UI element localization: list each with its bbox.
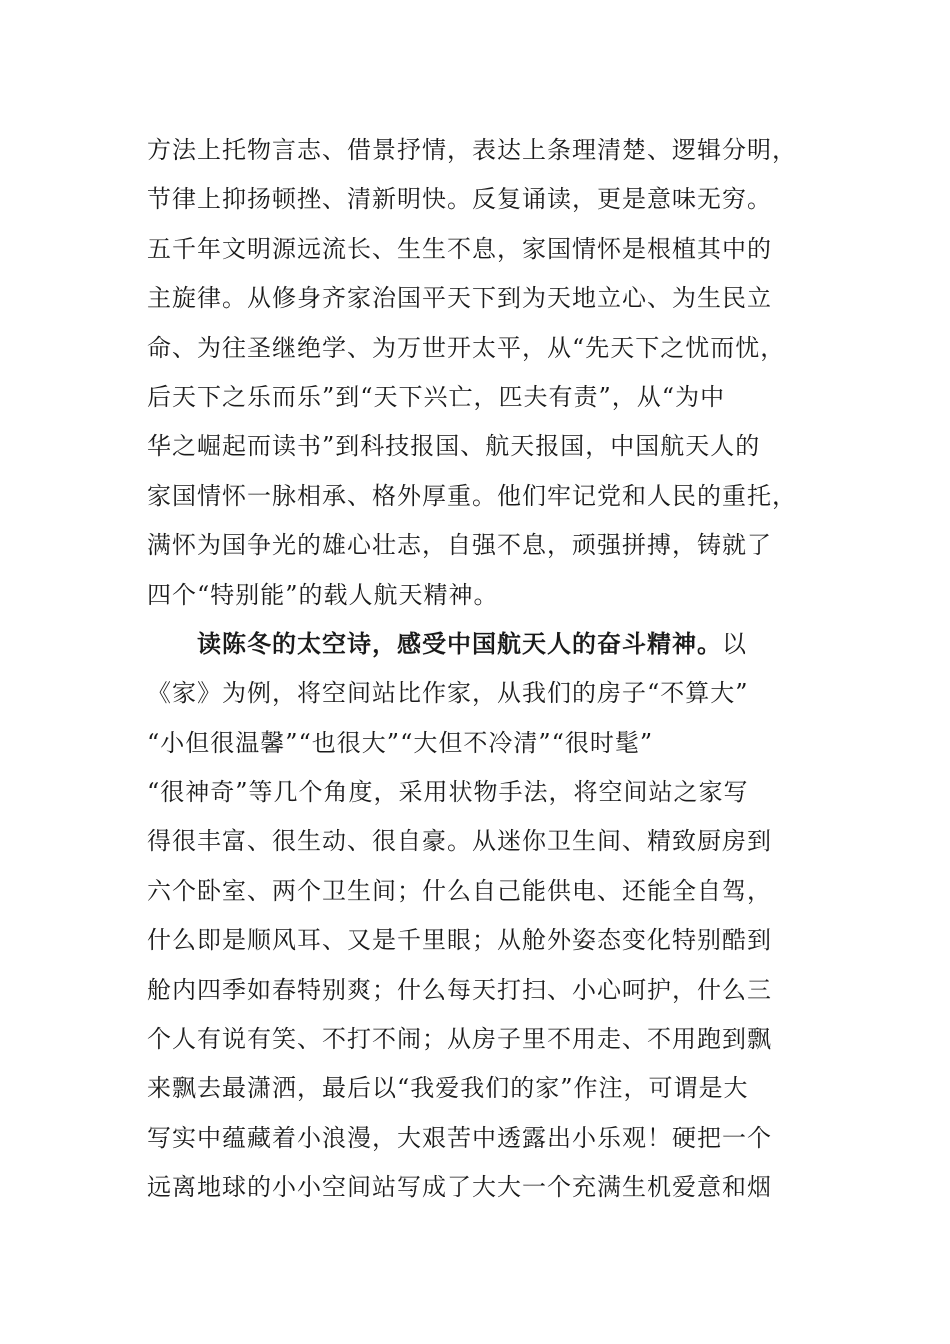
text-line: 写实中蕴藏着小浪漫，大艰苦中透露出小乐观！硬把一个 — [147, 1123, 772, 1152]
text-line: 华之崛起而读书”到科技报国、航天报国，中国航天人的 — [147, 432, 761, 461]
text-line: 方法上托物言志、借景抒情，表达上条理清楚、逻辑分明， — [147, 136, 797, 164]
text-line: 来飘去最潇洒，最后以“我爱我们的家”作注，可谓是大 — [147, 1074, 749, 1103]
text-line: “小但很温馨”“也很大”“大但不冷清”“很时髦” — [147, 728, 654, 757]
text-line: 命、为往圣继绝学、为万世开太平，从“先天下之忧而忧， — [147, 333, 786, 362]
text-line: 得很丰富、很生动、很自豪。从迷你卫生间、精致厨房到 — [147, 827, 772, 856]
text-line: 个人有说有笑、不打不闹；从房子里不用走、不用跑到飘 — [147, 1025, 772, 1054]
text-line: 家国情怀一脉相承、格外厚重。他们牢记党和人民的重托， — [147, 481, 797, 510]
text-line: 舱内四季如春特别爽；什么每天打扫、小心呵护，什么三 — [147, 975, 772, 1004]
paragraph-heading: 读陈冬的太空诗，感受中国航天人的奋斗精神。 — [197, 629, 722, 658]
text-line: 六个卧室、两个卫生间；什么自己能供电、还能全自驾， — [147, 876, 772, 905]
paragraph-heading-line — [147, 620, 807, 669]
text-line: 满怀为国争光的雄心壮志，自强不息，顽强拼搏，铸就了 — [147, 531, 772, 560]
heading-line-rest: 以 — [722, 629, 747, 658]
text-line: 《家》为例，将空间站比作家，从我们的房子“不算大” — [147, 679, 749, 708]
text-line: 后天下之乐而乐”到“天下兴亡，匹夫有责”，从“为中 — [147, 382, 726, 411]
text-line: 五千年文明源远流长、生生不息，家国情怀是根植其中的 — [147, 234, 772, 263]
body-text — [147, 126, 807, 1213]
text-line: 远离地球的小小空间站写成了大大一个充满生机爱意和烟 — [147, 1173, 772, 1202]
text-line: 四个“特别能”的载人航天精神。 — [147, 580, 499, 609]
text-line: “很神奇”等几个角度，采用状物手法，将空间站之家写 — [147, 778, 749, 807]
text-line: 节律上抑扬顿挫、清新明快。反复诵读，更是意味无穷。 — [147, 185, 772, 214]
text-line: 主旋律。从修身齐家治国平天下到为天地立心、为生民立 — [147, 284, 772, 313]
text-line: 什么即是顺风耳、又是千里眼；从舱外姿态变化特别酷到 — [147, 926, 772, 955]
